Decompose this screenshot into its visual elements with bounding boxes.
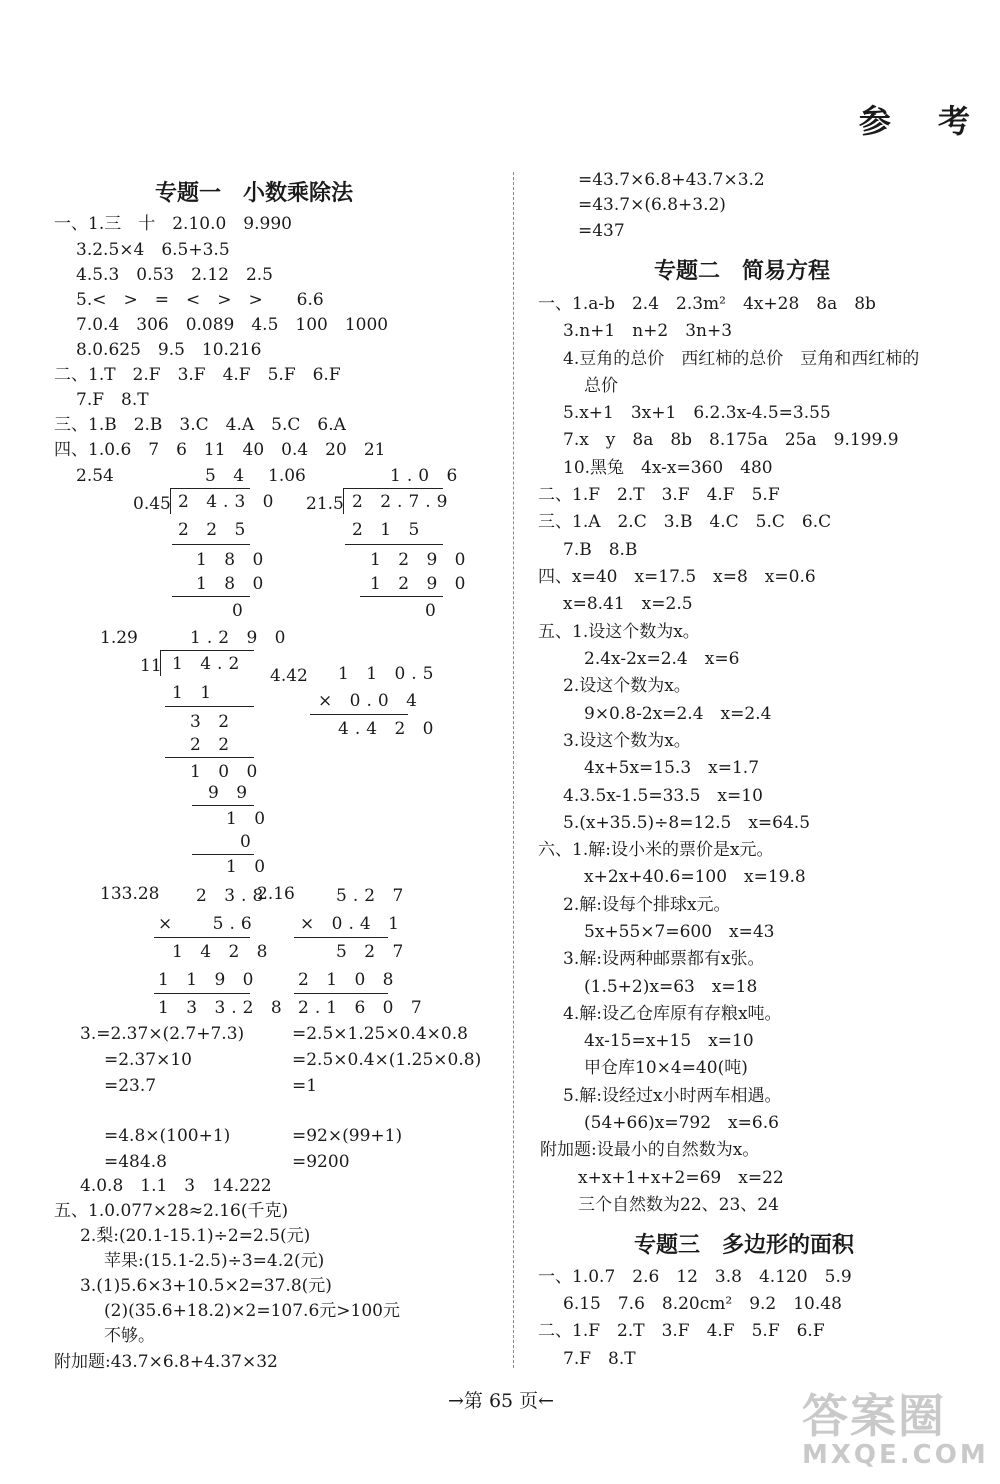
quotient: 5 4 <box>205 466 251 486</box>
partial: 2 2 <box>190 735 236 755</box>
division-bar <box>160 650 254 651</box>
rule <box>172 544 250 545</box>
answer-line: =43.7×6.8+43.7×3.2 <box>578 170 765 190</box>
multiplier: × 0.4 1 <box>300 914 405 934</box>
answer-line: 苹果:(15.1-2.5)÷3=4.2(元) <box>104 1251 325 1271</box>
quotient: 1.0 6 <box>390 466 464 486</box>
answer-line: 甲仓库10×4=40(吨) <box>584 1058 748 1078</box>
partial-product: 1 4 2 8 <box>172 942 274 962</box>
rule <box>294 937 388 938</box>
answer-line: 7.F 8.T <box>563 1349 636 1369</box>
answer-line: 7.0.4 306 0.089 4.5 100 1000 <box>76 315 389 335</box>
answer-line: 7.B 8.B <box>563 540 638 560</box>
answer-line: 3.n+1 n+2 3n+3 <box>563 321 733 341</box>
multiplicand: 1 1 0.5 <box>338 664 440 684</box>
answer-line: 10.黑兔 4x-x=360 480 <box>563 458 773 478</box>
partial-product: 5 2 7 <box>336 942 410 962</box>
answer-line: 二、1.T 2.F 3.F 4.F 5.F 6.F <box>54 365 341 385</box>
answer-line: 3.=2.37×(2.7+7.3) <box>80 1024 245 1044</box>
partial: 0 <box>240 832 257 852</box>
watermark <box>802 1389 989 1470</box>
partial: 2 1 5 <box>352 520 426 540</box>
answer-line: 7.x y 8a 8b 8.175a 25a 9.199.9 <box>563 430 899 450</box>
rule <box>310 714 408 715</box>
section-title-1: 专题一 小数乘除法 <box>155 181 354 206</box>
rule <box>192 805 254 806</box>
answer-line: 六、1.解:设小米的票价是x元。 <box>538 840 774 860</box>
rule <box>192 854 254 855</box>
answer-line: 2.设这个数为x。 <box>563 676 691 696</box>
product: 4.4 2 0 <box>338 719 440 739</box>
answer-line: 附加题:设最小的自然数为x。 <box>540 1140 760 1160</box>
answer-line: =23.7 <box>104 1076 157 1096</box>
answer-value: 133.28 <box>100 884 160 904</box>
answer-value: 1.06 <box>268 466 306 486</box>
remainder: 0 <box>232 601 249 621</box>
answer-line: =484.8 <box>104 1152 167 1172</box>
answer-line: x+x+1+x+2=69 x=22 <box>578 1168 784 1188</box>
answer-line: 五、1.设这个数为x。 <box>538 622 700 642</box>
answer-line: 一、1.a-b 2.4 2.3m² 4x+28 8a 8b <box>538 294 876 314</box>
answer-line: (1.5+2)x=63 x=18 <box>584 977 758 997</box>
answer-line: 2.解:设每个排球x元。 <box>563 895 731 915</box>
answer-line: 6.15 7.6 8.20cm² 9.2 10.48 <box>563 1294 842 1314</box>
partial: 1 2 9 0 <box>370 550 472 570</box>
partial: 1 0 <box>226 809 272 829</box>
answer-line: 三、1.A 2.C 3.B 4.C 5.C 6.C <box>538 512 832 532</box>
partial: 1 8 0 <box>196 574 270 594</box>
column-divider <box>513 172 514 1368</box>
answer-line: =437 <box>578 221 625 241</box>
answer-line: 4x-15=x+15 x=10 <box>584 1031 754 1051</box>
answer-line: 2.梨:(20.1-15.1)÷2=2.5(元) <box>80 1226 311 1246</box>
answer-line: 三、1.B 2.B 3.C 4.A 5.C 6.A <box>54 415 346 435</box>
dividend: 2 2.7.9 <box>352 492 454 512</box>
answer-line: 3.2.5×4 6.5+3.5 <box>76 240 230 260</box>
remainder: 1 0 <box>226 857 272 877</box>
answer-line: =43.7×(6.8+3.2) <box>578 195 726 215</box>
watermark-logo: 答案圈 <box>802 1389 946 1443</box>
watermark-url: MXQE.COM <box>802 1440 989 1470</box>
answer-line: =92×(99+1) <box>292 1126 403 1146</box>
answer-line: 5.< > = < > > 6.6 <box>76 290 324 310</box>
rule <box>172 596 250 597</box>
answer-line: (2)(35.6+18.2)×2=107.6元>100元 <box>104 1301 400 1321</box>
dividend: 1 4.2 <box>172 654 246 674</box>
rule <box>165 706 254 707</box>
answer-line: 二、1.F 2.T 3.F 4.F 5.F 6.F <box>538 1321 825 1341</box>
answer-line: 3.解:设两种邮票都有x张。 <box>563 949 765 969</box>
partial: 9 9 <box>208 783 254 803</box>
answer-line: =2.5×1.25×0.4×0.8 <box>292 1024 468 1044</box>
partial-product: 1 1 9 0 <box>158 970 260 990</box>
divisor: 0.45 <box>133 494 171 514</box>
answer-value: 1.29 <box>100 628 138 648</box>
rule <box>165 757 254 758</box>
section-title-3: 专题三 多边形的面积 <box>634 1233 855 1258</box>
multiplier: × 0.0 4 <box>318 691 423 711</box>
answer-line: 四、x=40 x=17.5 x=8 x=0.6 <box>538 567 816 587</box>
partial: 2 2 5 <box>178 520 252 540</box>
answer-line: 4x+5x=15.3 x=1.7 <box>584 758 760 778</box>
answer-line: 2.4x-2x=2.4 x=6 <box>584 649 740 669</box>
page-number: →第 65 页← <box>448 1390 555 1412</box>
answer-line: 8.0.625 9.5 10.216 <box>76 340 262 360</box>
partial-product: 2 1 0 8 <box>298 970 400 990</box>
answer-value: 2.16 <box>257 884 295 904</box>
partial: 1 0 0 <box>190 762 264 782</box>
answer-line: 三个自然数为22、23、24 <box>578 1195 779 1215</box>
partial: 3 2 <box>190 712 236 732</box>
product: 2.1 6 0 7 <box>298 998 428 1018</box>
answer-line: 5.(x+35.5)÷8=12.5 x=64.5 <box>563 813 811 833</box>
answer-line: x+2x+40.6=100 x=19.8 <box>584 867 806 887</box>
answer-line: 4.5.3 0.53 2.12 2.5 <box>76 265 273 285</box>
page-header-title: 参 考 <box>858 102 988 140</box>
answer-line: 一、1.0.7 2.6 12 3.8 4.120 5.9 <box>538 1267 852 1287</box>
partial: 1 8 0 <box>196 550 270 570</box>
division-bar <box>343 488 443 489</box>
divisor: 11 <box>140 656 162 676</box>
answer-line: 二、1.F 2.T 3.F 4.F 5.F <box>538 485 780 505</box>
rule <box>154 937 250 938</box>
answer-line: x=8.41 x=2.5 <box>563 594 693 614</box>
answer-line: =2.37×10 <box>104 1050 192 1070</box>
answer-line: 5.x+1 3x+1 6.2.3x-4.5=3.55 <box>563 403 831 423</box>
answer-line: 5x+55×7=600 x=43 <box>584 922 775 942</box>
answer-line: (54+66)x=792 x=6.6 <box>584 1113 779 1133</box>
quotient: 1.2 9 0 <box>190 628 292 648</box>
answer-line: 9×0.8-2x=2.4 x=2.4 <box>584 704 772 724</box>
section-title-2: 专题二 简易方程 <box>654 259 831 284</box>
answer-line: 总价 <box>584 376 618 396</box>
dividend: 2 4.3 0 <box>178 492 280 512</box>
answer-line: 4.豆角的总价 西红柿的总价 豆角和西红柿的 <box>563 349 920 369</box>
answer-line: =9200 <box>292 1152 350 1172</box>
answer-line: 2.54 <box>76 466 114 486</box>
division-bar <box>170 488 250 489</box>
answer-line: 不够。 <box>104 1326 155 1346</box>
answer-line: 4.解:设乙仓库原有存粮x吨。 <box>563 1004 782 1024</box>
multiplicand: 2 3.8 <box>196 886 270 906</box>
answer-line: 五、1.0.077×28≈2.16(千克) <box>54 1201 289 1221</box>
answer-line: 附加题:43.7×6.8+4.37×32 <box>54 1352 278 1372</box>
answer-line: 4.3.5x-1.5=33.5 x=10 <box>563 786 763 806</box>
rule <box>154 993 250 994</box>
divisor: 21.5 <box>306 494 344 514</box>
partial: 1 1 <box>172 683 218 703</box>
answer-line: =2.5×0.4×(1.25×0.8) <box>292 1050 482 1070</box>
rule <box>294 993 388 994</box>
answer-line: 5.解:设经过x小时两车相遇。 <box>563 1086 782 1106</box>
answer-line: 7.F 8.T <box>76 390 149 410</box>
remainder: 0 <box>425 601 442 621</box>
answer-line: =4.8×(100+1) <box>104 1126 231 1146</box>
product: 1 3 3.2 8 <box>158 998 288 1018</box>
answer-line: 四、1.0.6 7 6 11 40 0.4 20 21 <box>54 440 386 460</box>
rule <box>345 544 443 545</box>
answer-line: =1 <box>292 1076 318 1096</box>
partial: 1 2 9 0 <box>370 574 472 594</box>
answer-line: 4.0.8 1.1 3 14.222 <box>80 1176 272 1196</box>
answer-value: 4.42 <box>270 666 308 686</box>
answer-line: 一、1.三 十 2.10.0 9.990 <box>54 214 292 234</box>
answer-line: 3.设这个数为x。 <box>563 731 691 751</box>
answer-line: 3.(1)5.6×3+10.5×2=37.8(元) <box>80 1276 332 1296</box>
multiplicand: 5.2 7 <box>336 886 410 906</box>
multiplier: × 5.6 <box>158 914 258 934</box>
rule <box>360 596 443 597</box>
